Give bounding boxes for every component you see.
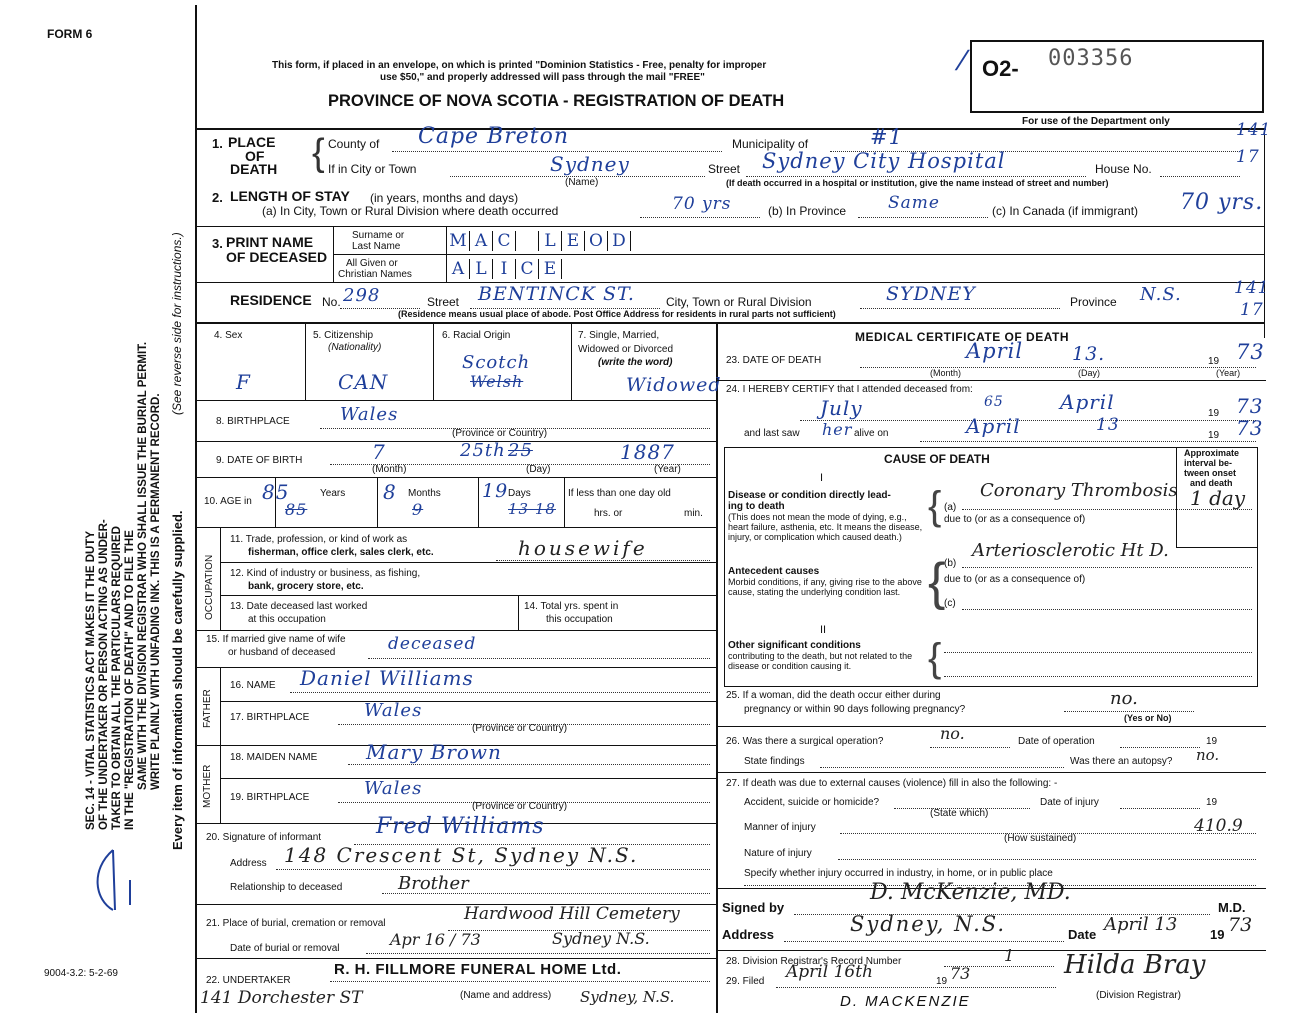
age-years: 85	[262, 480, 290, 504]
years-label: Years	[320, 488, 346, 499]
undertaker-city: Sydney, N.S.	[580, 988, 675, 1006]
sex-label: 4. Sex	[214, 330, 243, 341]
sidebar-line: WRITE PLAINLY WITH UNFADING INK. THIS IS A PERMANENT RECORD.	[150, 393, 162, 790]
from-month: July	[820, 396, 863, 420]
see-reverse: (See reverse side for instructions.)	[170, 232, 184, 415]
injury-year-prefix: 19	[1206, 797, 1218, 808]
age-years-struck: 85	[285, 500, 308, 519]
form-title: PROVINCE OF NOVA SCOTIA - REGISTRATION OF DEATH	[328, 92, 785, 110]
sidebar-line: TAKER TO OBTAIN ALL THE PARTICULARS REQUIRED	[111, 526, 123, 830]
c-label: (c)	[944, 598, 956, 609]
sidebar-line: Every item of information should be carefully supplied.	[170, 510, 185, 850]
father-name-value: Daniel Williams	[300, 666, 474, 690]
q25-label1: 25. If a woman, did the death occur either during	[726, 690, 941, 701]
birthplace-caption: (Province or Country)	[452, 428, 548, 439]
autopsy-value: no.	[1196, 746, 1220, 764]
dob-year: 1887	[620, 440, 675, 464]
med-date-year: 73	[1228, 914, 1253, 936]
brace-ant: {	[928, 553, 946, 611]
interval-a: 1 day	[1190, 486, 1246, 510]
medical-title: MEDICAL CERTIFICATE OF DEATH	[855, 330, 1069, 344]
s1-label3: DEATH	[230, 161, 278, 177]
sidebar-line: SAME WITH THE DIVISION REGISTRAR WHO SHALL ISSUE THE BURIAL PERMIT.	[137, 341, 149, 790]
to-month: April	[1060, 390, 1115, 414]
physician-print: D. MACKENZIE	[840, 993, 971, 1010]
reg-number: 003356	[1048, 46, 1134, 71]
sidebar-line: IN THE "REGISTRATION OF DEATH" AND TO FILE THE	[124, 530, 136, 830]
name-letter-box: I	[494, 259, 516, 279]
due-to-b: due to (or as a consequence of)	[944, 574, 1086, 585]
days-label: Days	[508, 488, 531, 499]
s1-num: 1.	[212, 136, 223, 151]
how-sustained: (How sustained)	[1004, 833, 1077, 844]
last-saw-year: 73	[1236, 416, 1264, 440]
res-street-value: BENTINCK ST.	[478, 283, 635, 305]
med-address-value: Sydney, N.S.	[850, 912, 1007, 936]
cause-title: CAUSE OF DEATH	[884, 452, 990, 466]
res-no-value: 298	[343, 285, 381, 306]
citizenship-value: CAN	[338, 370, 389, 394]
residence-label: RESIDENCE	[230, 292, 312, 308]
q27-label: 27. If death was due to external causes (violence) fill in also the following: -	[726, 778, 1058, 789]
cause-b: Arteriosclerotic Ht D.	[972, 540, 1169, 561]
age-days-struck: 13 18	[508, 500, 556, 518]
s1-label2: OF	[245, 148, 265, 164]
interval-label4: and death	[1190, 478, 1233, 488]
last-worked-label2: at this occupation	[248, 614, 326, 625]
specify-label: Specify whether injury occurred in industry, in home, or in public place	[744, 868, 1053, 879]
sex-value: F	[236, 370, 251, 394]
marital-label2: Widowed or Divorced	[578, 344, 674, 355]
certify-label: 24. I HEREBY CERTIFY that I attended deceased from:	[726, 384, 973, 395]
residence-note: (Residence means usual place of abode. Post Office Address for residents in rural parts not sufficient)	[398, 309, 836, 319]
trade-value: housewife	[518, 536, 648, 560]
burial-location: Sydney N.S.	[552, 929, 650, 948]
dod-year-caption: (Year)	[1216, 368, 1241, 378]
res-province-value: N.S.	[1140, 284, 1182, 305]
due-to-a: due to (or as a consequence of)	[944, 514, 1086, 525]
city-value: Sydney	[550, 152, 630, 176]
antecedent-note: Morbid conditions, if any, giving rise to the above cause, stating the underlying condition last.	[728, 577, 922, 597]
signed-label: Signed by	[722, 900, 785, 915]
part-two: II	[820, 624, 827, 636]
s3-label1: PRINT NAME	[226, 234, 314, 250]
burial-date: Apr 16 / 73	[390, 930, 481, 949]
handwritten-initial	[85, 840, 155, 920]
name-letter-box: D	[609, 231, 631, 251]
record-label: 28. Division Registrar's Record Number	[726, 956, 902, 967]
racial-label: 6. Racial Origin	[442, 330, 511, 341]
name-letter-box: A	[471, 231, 493, 251]
state-which: (State which)	[930, 808, 989, 819]
name-letter-box	[517, 231, 539, 251]
name-letter-box: L	[540, 231, 562, 251]
age-months-struck: 9	[412, 500, 424, 519]
op-date-label: Date of operation	[1018, 736, 1095, 747]
med-date-value: April 13	[1104, 914, 1178, 935]
manner-label: Manner of injury	[744, 822, 816, 833]
last-saw-label2: alive on	[854, 428, 889, 439]
q25-label2: pregnancy or within 90 days following pregnancy?	[744, 704, 966, 715]
stay-province-value: Same	[888, 193, 940, 213]
state-findings: State findings	[744, 756, 805, 767]
reg-prefix: O2-	[982, 56, 1019, 81]
filed-year-prefix: 19	[936, 976, 948, 987]
citizenship-sub: (Nationality)	[328, 342, 382, 353]
mother-caption: (Province or Country)	[472, 801, 568, 812]
spouse-label2: or husband of deceased	[228, 647, 336, 658]
s1-label1: PLACE	[228, 134, 276, 150]
stay-city-label: (a) In City, Town or Rural Division where death occurred	[262, 204, 559, 218]
undertaker-address: 141 Dorchester ST	[200, 988, 363, 1008]
hrs-label: hrs. or	[594, 508, 623, 519]
name-letter-box: C	[494, 231, 516, 251]
antecedent-label: Antecedent causes	[728, 566, 820, 577]
print-code: 9004-3.2: 5-2-69	[44, 968, 118, 979]
dob-month: 7	[372, 440, 386, 464]
dob-day-struck: 25	[508, 440, 533, 461]
undertaker-label: 22. UNDERTAKER	[206, 975, 291, 986]
stay-province-label: (b) In Province	[768, 204, 847, 218]
dept-code-street: 17	[1236, 147, 1260, 167]
res-dept-code1: 141	[1234, 278, 1270, 298]
father-caption: (Province or Country)	[472, 723, 568, 734]
name-caption: (Name)	[565, 177, 599, 188]
lt-day-label: If less than one day old	[568, 488, 671, 499]
municipality-label: Municipality of	[732, 137, 809, 151]
q26-label: 26. Was there a surgical operation?	[726, 736, 884, 747]
registrar-sig: Hilda Bray	[1064, 950, 1206, 980]
stay-city-value: 70 yrs	[672, 194, 732, 214]
res-street-label: Street	[427, 295, 460, 309]
street-label: Street	[708, 162, 741, 176]
disease-note: (This does not mean the mode of dying, e.g., heart failure, asthenia, etc. It means the disease, injury, or complication which caused death.)	[728, 512, 923, 542]
name-letter-box: E	[540, 259, 562, 279]
total-years-label2: this occupation	[546, 614, 613, 625]
father-name-label: 16. NAME	[230, 680, 276, 691]
age-label: 10. AGE in	[204, 496, 252, 507]
q25-value: no.	[1110, 688, 1138, 709]
med-date-label: Date	[1068, 927, 1097, 942]
age-months: 8	[383, 480, 397, 504]
res-dept-code2: 17	[1240, 300, 1264, 320]
industry-label1: 12. Kind of industry or business, as fishing,	[230, 568, 421, 579]
dob-day-caption: (Day)	[526, 464, 551, 475]
citizenship-label: 5. Citizenship	[313, 330, 374, 341]
hospital-note: (If death occurred in a hospital or institution, give the name instead of street and number)	[726, 178, 1109, 188]
relationship-value: Brother	[398, 873, 469, 894]
q26-value: no.	[940, 724, 965, 743]
form-label: FORM 6	[47, 27, 93, 41]
autopsy-label: Was there an autopsy?	[1070, 756, 1173, 767]
city-label: If in City or Town	[328, 162, 417, 176]
a-label: (a)	[944, 502, 957, 513]
registration-number-box	[970, 40, 1264, 113]
mother-side-label: MOTHER	[202, 764, 213, 808]
brace-i: {	[928, 484, 942, 528]
s2-num: 2.	[212, 190, 223, 205]
informant-sig: Fred Williams	[376, 814, 545, 839]
filed-value: April 16th	[786, 962, 873, 982]
dob-year-caption: (Year)	[654, 464, 681, 475]
disease-label: Disease or condition directly lead-	[728, 490, 891, 501]
informant-sig-label: 20. Signature of informant	[206, 832, 322, 843]
dod-year: 73	[1236, 340, 1265, 364]
undertaker-caption: (Name and address)	[460, 990, 552, 1001]
racial-value: Scotch	[462, 352, 531, 373]
md-label: M.D.	[1218, 900, 1246, 915]
last-saw-pronoun: her	[822, 420, 853, 439]
marital-label3: (write the word)	[598, 357, 673, 368]
dob-day: 25th	[460, 440, 506, 461]
disease-label2: ing to death	[728, 501, 785, 512]
birthplace-value: Wales	[340, 404, 399, 425]
s2-label: LENGTH OF STAY	[230, 188, 350, 204]
father-birthplace-label: 17. BIRTHPLACE	[230, 712, 310, 723]
occupation-side-label: OCCUPATION	[204, 554, 215, 620]
to-year: 73	[1236, 394, 1264, 418]
street-value: Sydney City Hospital	[762, 149, 1006, 173]
last-saw-year-prefix: 19	[1208, 430, 1220, 441]
dob-month-caption: (Month)	[372, 464, 407, 475]
name-letter-box: L	[471, 259, 493, 279]
name-letter-box: M	[448, 231, 470, 251]
brace-other: {	[928, 636, 942, 680]
dob-label: 9. DATE OF BIRTH	[216, 455, 303, 466]
name-letter-box: O	[586, 231, 608, 251]
s3-num: 3.	[212, 236, 223, 251]
marital-value: Widowed	[626, 374, 722, 396]
burial-place-label: 21. Place of burial, cremation or removal	[206, 918, 386, 929]
spouse-label1: 15. If married give name of wife	[206, 634, 346, 645]
last-saw-label1: and last saw	[744, 428, 800, 439]
interval-label2: interval be-	[1184, 458, 1233, 468]
dept-use-label: For use of the Department only	[1022, 116, 1170, 127]
s3-label2: OF DECEASED	[226, 249, 328, 265]
age-days: 19	[482, 480, 509, 502]
dod-label: 23. DATE OF DEATH	[726, 355, 822, 366]
dod-day-caption: (Day)	[1078, 368, 1100, 378]
to-year-prefix: 19	[1208, 408, 1220, 419]
other-note: contributing to the death, but not related to the disease or condition causing it.	[728, 651, 913, 671]
med-address-label: Address	[722, 927, 775, 942]
house-label: House No.	[1095, 162, 1152, 176]
mother-birthplace-label: 19. BIRTHPLACE	[230, 792, 310, 803]
spouse-value: deceased	[388, 634, 477, 654]
dod-day: 13.	[1072, 343, 1106, 365]
interval-label1: Approximate	[1184, 448, 1240, 458]
s2-note: (in years, months and days)	[370, 191, 519, 205]
father-birthplace-value: Wales	[364, 700, 423, 721]
trade-label1: 11. Trade, profession, or kind of work as	[230, 534, 408, 545]
municipality-value: #1	[870, 125, 903, 149]
part-one: I	[820, 472, 824, 484]
maiden-label: 18. MAIDEN NAME	[230, 752, 318, 763]
mother-birthplace-value: Wales	[364, 778, 423, 799]
stay-canada-label: (c) In Canada (if immigrant)	[992, 204, 1139, 218]
marital-label1: 7. Single, Married,	[578, 330, 660, 341]
b-label: (b)	[944, 558, 957, 569]
op-year-prefix: 19	[1206, 736, 1218, 747]
notice-line2: use $50," and properly addressed will pass through the mail "FREE"	[380, 72, 705, 83]
injury-date-label: Date of injury	[1040, 797, 1099, 808]
given-label1: All Given or	[346, 258, 398, 269]
res-city-value: SYDNEY	[886, 283, 976, 305]
registrar-caption: (Division Registrar)	[1096, 990, 1182, 1001]
county-value: Cape Breton	[418, 124, 570, 149]
sidebar-line: SEC. 14 - VITAL STATISTICS ACT MAKES IT THE DUTY	[85, 530, 97, 830]
notice-line1: This form, if placed in an envelope, on which is printed "Dominion Statistics - Free, penalty for improper	[272, 60, 767, 71]
cause-a: Coronary Thrombosis	[980, 480, 1178, 501]
industry-label2: bank, grocery store, etc.	[248, 581, 364, 592]
dod-month-caption: (Month)	[930, 368, 962, 378]
relationship-label: Relationship to deceased	[230, 882, 343, 893]
racial-struck: Welsh	[470, 372, 524, 391]
accident-label: Accident, suicide or homicide?	[744, 797, 880, 808]
dod-year-prefix: 19	[1208, 356, 1220, 367]
burial-date-label: Date of burial or removal	[230, 943, 340, 954]
burial-place: Hardwood Hill Cemetery	[464, 904, 680, 924]
months-label: Months	[408, 488, 441, 499]
father-side-label: FATHER	[202, 689, 213, 728]
county-label: County of	[328, 137, 380, 151]
undertaker-name: R. H. FILLMORE FUNERAL HOME Ltd.	[334, 961, 622, 978]
given-label2: Christian Names	[338, 269, 412, 280]
stay-canada-value: 70 yrs.	[1180, 190, 1264, 215]
code-stamp: 410.9	[1194, 816, 1243, 836]
informant-address: 148 Crescent St, Sydney N.S.	[284, 843, 639, 867]
interval-label3: tween onset	[1184, 468, 1237, 478]
min-label: min.	[684, 508, 703, 519]
other-label: Other significant conditions	[728, 640, 861, 651]
res-city-label: City, Town or Rural Division	[666, 295, 812, 309]
trade-label2: fisherman, office clerk, sales clerk, etc.	[248, 547, 434, 558]
surname-label1: Surname or	[352, 230, 405, 241]
check-mark: /	[952, 45, 972, 76]
last-worked-label1: 13. Date deceased last worked	[230, 601, 368, 612]
surname-label2: Last Name	[352, 241, 401, 252]
record-value: 1	[1004, 946, 1015, 965]
s1-brace: {	[312, 132, 325, 174]
name-letter-box: A	[448, 259, 470, 279]
birthplace-label: 8. BIRTHPLACE	[216, 416, 290, 427]
maiden-value: Mary Brown	[366, 740, 502, 764]
filed-label: 29. Filed	[726, 976, 765, 987]
dod-month: April	[966, 339, 1024, 363]
res-no-label: No.	[322, 295, 341, 309]
total-years-label1: 14. Total yrs. spent in	[524, 601, 619, 612]
from-year: 65	[984, 394, 1004, 410]
name-letter-box: E	[563, 231, 585, 251]
informant-address-label: Address	[230, 858, 267, 869]
sidebar-line: OF THE UNDERTAKER OR PERSON ACTING AS UNDER-	[98, 519, 110, 830]
dept-code-county: 141	[1236, 120, 1272, 140]
res-province-label: Province	[1070, 295, 1117, 309]
med-date-year-prefix: 19	[1210, 927, 1225, 942]
last-saw-month: April	[966, 414, 1021, 438]
name-letter-box: C	[517, 259, 539, 279]
nature-label: Nature of injury	[744, 848, 812, 859]
last-saw-day: 13	[1096, 415, 1120, 435]
signed-value: D. McKenzie, MD.	[870, 880, 1071, 905]
filed-year: 73	[950, 964, 971, 983]
yesno-caption: (Yes or No)	[1124, 713, 1172, 723]
